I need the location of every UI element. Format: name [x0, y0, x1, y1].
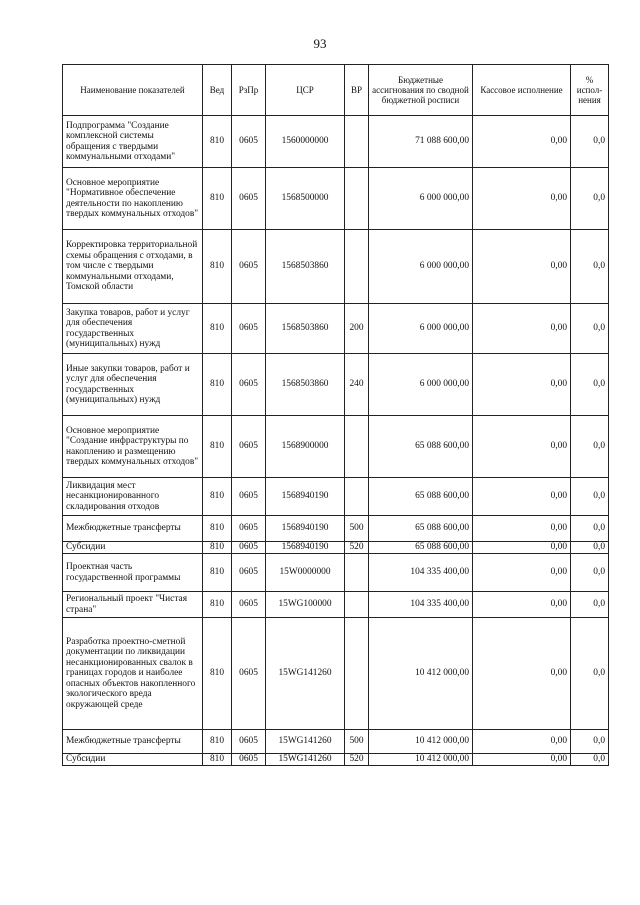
row-ved: 810	[203, 730, 232, 754]
table-row	[63, 754, 609, 766]
table-row	[63, 478, 609, 516]
row-cash: 0,00	[473, 618, 571, 730]
row-name: Межбюджетные трансферты	[63, 730, 203, 754]
row-pct: 0,0	[571, 354, 609, 416]
row-pct: 0,0	[571, 516, 609, 542]
row-ved: 810	[203, 592, 232, 618]
row-name: Закупка товаров, работ и услуг для обеспечения государственных (муниципальных) нужд	[63, 304, 203, 354]
row-pct: 0,0	[571, 416, 609, 478]
row-ved: 810	[203, 304, 232, 354]
row-pct: 0,0	[571, 478, 609, 516]
row-name: Межбюджетные трансферты	[63, 516, 203, 542]
row-cash: 0,00	[473, 542, 571, 554]
row-vr: 520	[345, 542, 369, 554]
header-section: РзПр	[232, 65, 266, 116]
row-ved: 810	[203, 416, 232, 478]
row-budget: 65 088 600,00	[369, 542, 473, 554]
row-vr	[345, 592, 369, 618]
row-vr: 500	[345, 730, 369, 754]
row-name: Субсидии	[63, 542, 203, 554]
row-cash: 0,00	[473, 354, 571, 416]
row-name: Региональный проект "Чистая страна"	[63, 592, 203, 618]
row-vr	[345, 116, 369, 168]
header-budget-allocations: Бюджетные ассигнования по сводной бюджетной росписи	[369, 65, 473, 116]
row-csr: 1568940190	[266, 478, 345, 516]
row-pct: 0,0	[571, 754, 609, 766]
row-pct: 0,0	[571, 116, 609, 168]
row-rzpr: 0605	[232, 754, 266, 766]
row-budget: 65 088 600,00	[369, 516, 473, 542]
row-rzpr: 0605	[232, 230, 266, 304]
table-row	[63, 618, 609, 730]
row-csr: 1568940190	[266, 542, 345, 554]
row-budget: 10 412 000,00	[369, 754, 473, 766]
row-vr	[345, 168, 369, 230]
row-rzpr: 0605	[232, 168, 266, 230]
row-cash: 0,00	[473, 754, 571, 766]
row-name: Разработка проектно-сметной документации по ликвидации несанкционированных свалок в границах городов и наиболее опасных объектов накопленного экологического вреда окружающей среде	[63, 618, 203, 730]
row-cash: 0,00	[473, 516, 571, 542]
table-row	[63, 230, 609, 304]
row-cash: 0,00	[473, 416, 571, 478]
header-department: Вед	[203, 65, 232, 116]
row-pct: 0,0	[571, 618, 609, 730]
table-header-row	[63, 65, 609, 116]
table-row	[63, 304, 609, 354]
row-vr	[345, 618, 369, 730]
row-csr: 1568940190	[266, 516, 345, 542]
row-rzpr: 0605	[232, 304, 266, 354]
row-cash: 0,00	[473, 478, 571, 516]
row-pct: 0,0	[571, 592, 609, 618]
table-row	[63, 516, 609, 542]
table-row	[63, 554, 609, 592]
row-pct: 0,0	[571, 168, 609, 230]
header-target-article: ЦСР	[266, 65, 345, 116]
row-budget: 104 335 400,00	[369, 554, 473, 592]
page-number: 93	[313, 36, 327, 51]
header-cash-execution: Кассовое исполнение	[473, 65, 571, 116]
row-name: Основное мероприятие "Создание инфраструктуры по накоплению и размещению твердых коммунальных отходов"	[63, 416, 203, 478]
budget-execution-table	[62, 64, 609, 766]
row-rzpr: 0605	[232, 592, 266, 618]
row-csr: 15WG141260	[266, 754, 345, 766]
row-pct: 0,0	[571, 542, 609, 554]
row-rzpr: 0605	[232, 554, 266, 592]
row-csr: 1568503860	[266, 304, 345, 354]
row-ved: 810	[203, 116, 232, 168]
table-row	[63, 542, 609, 554]
row-csr: 1568503860	[266, 230, 345, 304]
row-cash: 0,00	[473, 230, 571, 304]
row-vr: 520	[345, 754, 369, 766]
row-csr: 1560000000	[266, 116, 345, 168]
row-name: Иные закупки товаров, работ и услуг для обеспечения государственных (муниципальных) нужд	[63, 354, 203, 416]
row-ved: 810	[203, 354, 232, 416]
row-pct: 0,0	[571, 304, 609, 354]
row-vr: 240	[345, 354, 369, 416]
row-cash: 0,00	[473, 592, 571, 618]
row-ved: 810	[203, 542, 232, 554]
header-indicator-name: Наименование показателей	[63, 65, 203, 116]
row-pct: 0,0	[571, 230, 609, 304]
row-ved: 810	[203, 478, 232, 516]
row-budget: 6 000 000,00	[369, 304, 473, 354]
row-cash: 0,00	[473, 304, 571, 354]
row-csr: 15WG100000	[266, 592, 345, 618]
row-vr	[345, 554, 369, 592]
row-csr: 15W0000000	[266, 554, 345, 592]
row-budget: 10 412 000,00	[369, 618, 473, 730]
row-ved: 810	[203, 230, 232, 304]
row-rzpr: 0605	[232, 354, 266, 416]
table-row	[63, 168, 609, 230]
row-budget: 10 412 000,00	[369, 730, 473, 754]
row-csr: 1568900000	[266, 416, 345, 478]
row-name: Корректировка территориальной схемы обращения с отходами, в том числе с твердыми коммунальными отходами, Томской области	[63, 230, 203, 304]
row-cash: 0,00	[473, 554, 571, 592]
row-name: Субсидии	[63, 754, 203, 766]
row-name: Подпрограмма "Создание комплексной системы обращения с твердыми коммунальными отходами"	[63, 116, 203, 168]
row-rzpr: 0605	[232, 618, 266, 730]
header-execution-percent: % испол-нения	[571, 65, 609, 116]
row-name: Проектная часть государственной программы	[63, 554, 203, 592]
table-row	[63, 730, 609, 754]
row-vr: 500	[345, 516, 369, 542]
row-rzpr: 0605	[232, 730, 266, 754]
row-name: Ликвидация мест несанкционированного складирования отходов	[63, 478, 203, 516]
row-vr	[345, 478, 369, 516]
row-ved: 810	[203, 754, 232, 766]
row-ved: 810	[203, 618, 232, 730]
row-rzpr: 0605	[232, 416, 266, 478]
row-budget: 6 000 000,00	[369, 354, 473, 416]
header-expense-type: ВР	[345, 65, 369, 116]
row-ved: 810	[203, 516, 232, 542]
row-csr: 1568500000	[266, 168, 345, 230]
table-row	[63, 592, 609, 618]
row-budget: 65 088 600,00	[369, 478, 473, 516]
row-budget: 6 000 000,00	[369, 168, 473, 230]
row-rzpr: 0605	[232, 542, 266, 554]
row-cash: 0,00	[473, 168, 571, 230]
row-rzpr: 0605	[232, 478, 266, 516]
row-vr	[345, 230, 369, 304]
row-ved: 810	[203, 554, 232, 592]
row-budget: 104 335 400,00	[369, 592, 473, 618]
row-rzpr: 0605	[232, 516, 266, 542]
row-csr: 15WG141260	[266, 730, 345, 754]
row-csr: 15WG141260	[266, 618, 345, 730]
row-pct: 0,0	[571, 730, 609, 754]
row-pct: 0,0	[571, 554, 609, 592]
row-vr	[345, 416, 369, 478]
row-cash: 0,00	[473, 730, 571, 754]
table-row	[63, 354, 609, 416]
row-name: Основное мероприятие "Нормативное обеспечение деятельности по накоплению твердых коммунальных отходов"	[63, 168, 203, 230]
row-rzpr: 0605	[232, 116, 266, 168]
row-csr: 1568503860	[266, 354, 345, 416]
row-budget: 6 000 000,00	[369, 230, 473, 304]
row-vr: 200	[345, 304, 369, 354]
table-row	[63, 416, 609, 478]
row-ved: 810	[203, 168, 232, 230]
row-budget: 71 088 600,00	[369, 116, 473, 168]
row-cash: 0,00	[473, 116, 571, 168]
table-row	[63, 116, 609, 168]
row-budget: 65 088 600,00	[369, 416, 473, 478]
